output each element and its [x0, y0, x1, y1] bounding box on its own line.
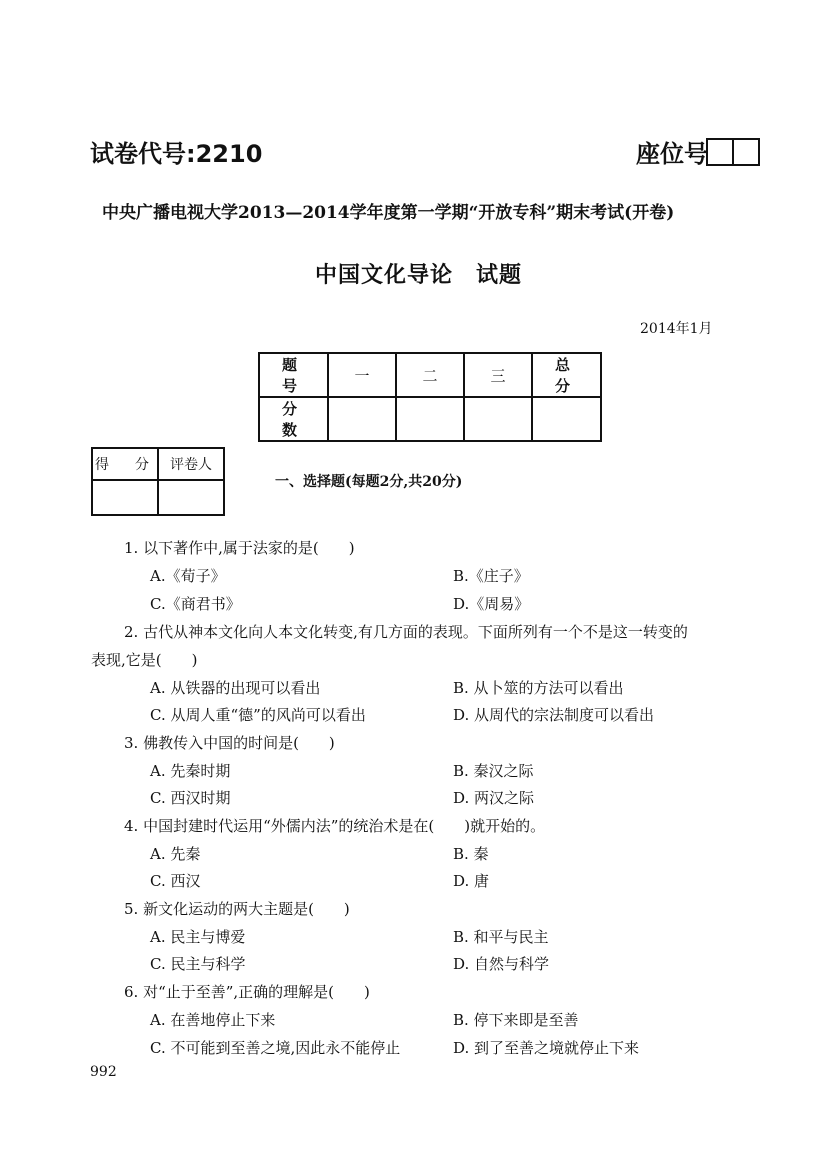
score-cell-1: [328, 397, 396, 441]
option-d: D. 到了至善之境就停止下来: [453, 1039, 640, 1057]
grader-name-cell: [158, 480, 224, 515]
option-c: C. 民主与科学: [150, 955, 246, 973]
question-stem: 1. 以下著作中,属于法家的是( ): [124, 539, 355, 557]
score-table-score-row: [259, 397, 601, 441]
score-table: [258, 352, 602, 442]
option-d: D. 两汉之际: [453, 789, 535, 807]
option-b: B.《庄子》: [453, 567, 529, 585]
question-stem-continued: 表现,它是( ): [91, 651, 198, 669]
seat-number: [636, 134, 760, 169]
exam-code: 试卷代号:2210: [90, 140, 263, 168]
option-d: D. 唐: [453, 872, 490, 890]
option-d: D.《周易》: [453, 595, 530, 613]
exam-date: 2014年1月: [640, 321, 713, 337]
option-a: A. 先秦: [150, 845, 201, 863]
option-b: B. 和平与民主: [453, 928, 549, 946]
option-b: B. 秦汉之际: [453, 762, 534, 780]
option-c: C. 从周人重“德”的风尚可以看出: [150, 706, 366, 724]
option-a: A. 先秦时期: [150, 762, 231, 780]
option-d: D. 从周代的宗法制度可以看出: [453, 706, 655, 724]
seat-box-2: [732, 138, 760, 166]
seat-label: 座位号: [636, 140, 708, 168]
score-table-header-row: [259, 353, 601, 397]
option-d: D. 自然与科学: [453, 955, 550, 973]
option-a: A. 民主与博爱: [150, 928, 246, 946]
exam-header: 中央广播电视大学2013—2014学年度第一学期“开放专科”期末考试(开卷): [102, 203, 675, 223]
section-heading: 一、选择题(每题2分,共20分): [275, 474, 463, 490]
score-table-header-label: 题 号: [259, 353, 328, 397]
score-table-score-label: 分 数: [259, 397, 328, 441]
score-table-col-3: 三: [464, 353, 532, 397]
question-stem: 6. 对“止于至善”,正确的理解是( ): [124, 983, 370, 1001]
question-stem: 3. 佛教传入中国的时间是( ): [124, 734, 335, 752]
option-c: C. 西汉: [150, 872, 201, 890]
option-b: B. 从卜筮的方法可以看出: [453, 679, 624, 697]
score-cell-2: [396, 397, 464, 441]
option-b: B. 停下来即是至善: [453, 1011, 579, 1029]
score-cell-total: [532, 397, 601, 441]
score-cell-3: [464, 397, 532, 441]
question-stem: 5. 新文化运动的两大主题是( ): [124, 900, 350, 918]
option-a: A. 从铁器的出现可以看出: [150, 679, 321, 697]
score-table-col-2: 二: [396, 353, 464, 397]
option-c: C.《商君书》: [150, 595, 241, 613]
question-stem: 2. 古代从神本文化向人本文化转变,有几方面的表现。下面所列有一个不是这一转变的: [124, 623, 688, 641]
option-b: B. 秦: [453, 845, 489, 863]
seat-box-1: [706, 138, 734, 166]
grader-score-label: 得 分: [92, 448, 158, 480]
grader-table: [91, 447, 225, 516]
page-number: 992: [90, 1064, 117, 1080]
question-stem: 4. 中国封建时代运用“外儒内法”的统治术是在( )就开始的。: [124, 817, 546, 835]
exam-title: 中国文化导论 试题: [314, 263, 522, 288]
option-c: C. 西汉时期: [150, 789, 231, 807]
score-table-col-total: 总 分: [532, 353, 601, 397]
option-a: A.《荀子》: [150, 567, 226, 585]
grader-name-label: 评卷人: [158, 448, 224, 480]
grader-score-cell: [92, 480, 158, 515]
score-table-col-1: 一: [328, 353, 396, 397]
option-c: C. 不可能到至善之境,因此永不能停止: [150, 1039, 401, 1057]
option-a: A. 在善地停止下来: [150, 1011, 276, 1029]
